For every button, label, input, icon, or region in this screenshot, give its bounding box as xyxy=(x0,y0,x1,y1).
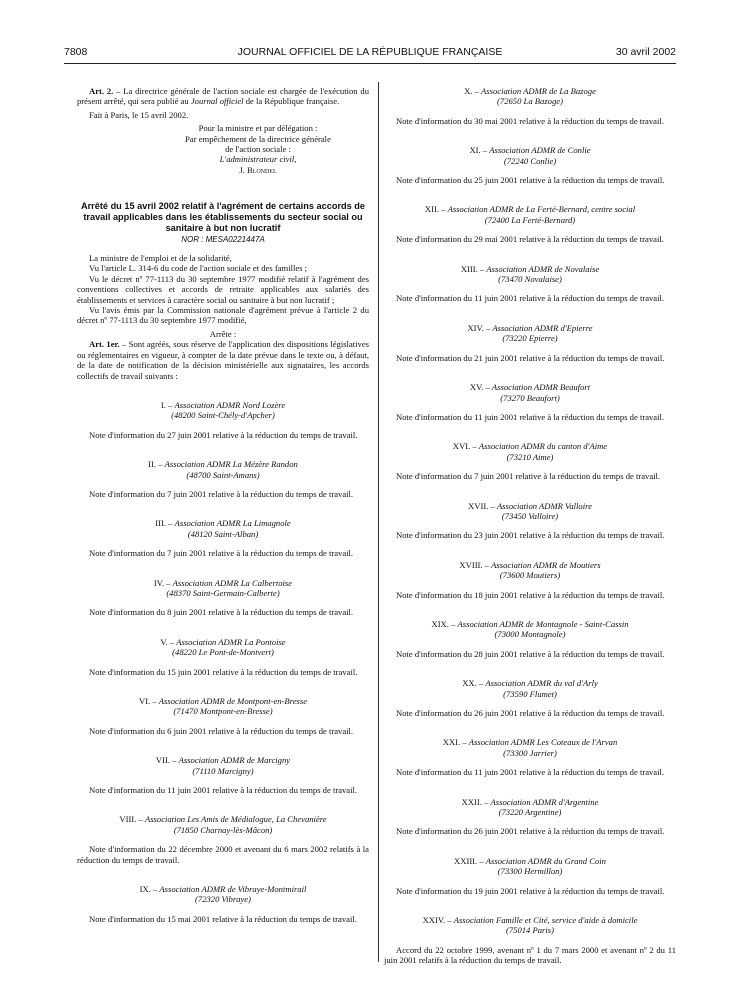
list-item xyxy=(384,441,676,481)
item-note: Note d'information du 29 mai 2001 relative à la réduction du temps de travail. xyxy=(396,234,664,245)
item-address: (71470 Montpont-en-Bresse) xyxy=(173,706,273,717)
item-note: Note d'information du 11 juin 2001 relative à la réduction du temps de travail. xyxy=(396,767,665,778)
item-name: Association Les Amis de Médialogue, La Chevanière xyxy=(144,814,327,825)
item-note: Note d'information du 11 juin 2001 relative à la réduction du temps de travail. xyxy=(396,293,665,304)
item-number: X. – xyxy=(464,86,482,96)
item-address: (73220 Argentine) xyxy=(498,807,562,818)
item-number: XII. – xyxy=(424,204,448,215)
left-association-list xyxy=(77,400,369,924)
item-number: VI. – xyxy=(138,696,159,707)
item-name: Association ADMR Les Coteaux de l'Arvan xyxy=(468,737,618,748)
list-item xyxy=(384,560,676,600)
item-number: II. – xyxy=(148,459,165,470)
item-address: (73300 Jarrier) xyxy=(503,747,557,758)
item-name: Association ADMR La Limagnole xyxy=(174,518,291,529)
arrete-label: Arrête : xyxy=(209,328,237,339)
item-note: Note d'information du 25 juin 2001 relative à la réduction du temps de travail. xyxy=(396,175,665,186)
item-note: Note d'information du 23 juin 2001 relative à la réduction du temps de travail. xyxy=(396,530,665,541)
list-item xyxy=(384,264,676,304)
item-address: (48700 Saint-Amans) xyxy=(186,469,260,480)
item-number: XIII. – xyxy=(460,263,487,274)
item-name: Association ADMR de La Bazoge xyxy=(481,86,596,96)
issue-date: 30 avril 2002 xyxy=(615,46,676,58)
item-note: Note d'information du 27 juin 2001 relative à la réduction du temps de travail. xyxy=(89,429,358,440)
signature-line-4: L'administrateur civil, xyxy=(219,154,297,165)
list-item xyxy=(384,86,676,126)
item-note: Note d'information du 26 juin 2001 relative à la réduction du temps de travail. xyxy=(396,826,665,837)
item-name: Association ADMR La Calbertoise xyxy=(172,577,293,588)
item-name: Association ADMR de Conlie xyxy=(489,145,591,156)
list-item xyxy=(384,145,676,185)
signature-name: J. Blondel xyxy=(239,164,277,175)
item-note: Note d'information du 28 juin 2001 relative à la réduction du temps de travail. xyxy=(396,648,665,659)
arrete-title: Arrêté du 15 avril 2002 relatif à l'agrément de certains accords de travail applicables dans les établissements du secteur social ou sanitaire à but non lucratif xyxy=(80,201,366,233)
item-note: Note d'information du 26 juin 2001 relative à la réduction du temps de travail. xyxy=(396,708,665,718)
item-note: Note d'information du 21 juin 2001 relative à la réduction du temps de travail. xyxy=(396,352,665,363)
vu-2: Vu le décret nº 77-1113 du 30 septembre 1977 modifié relatif à l'agrément des conventions collectives et accords de retraite applicables aux salariés des établissements et services à caractère social ou sanitaire à but non lucratif ; xyxy=(77,273,369,305)
vu-1: Vu l'article L. 314-6 du code de l'action sociale et des familles ; xyxy=(89,263,308,274)
vu-3: Vu l'avis émis par la Commission nationale d'agrément prévue à l'article 2 du décret nº 77-1113 du 30 septembre 1977 modifié, xyxy=(77,305,369,326)
item-address: (72650 La Bazoge) xyxy=(497,96,563,107)
item-address: (72240 Conlie) xyxy=(503,155,557,166)
item-note: Note d'information du 15 mai 2001 relative à la réduction du temps de travail. xyxy=(89,913,357,924)
item-address: (48220 Le Pont-de-Montvert) xyxy=(172,647,274,658)
item-number: IV. – xyxy=(153,577,173,588)
item-number: IX. – xyxy=(139,884,160,895)
item-address: (71850 Charnay-lès-Mâcon) xyxy=(173,824,273,835)
list-item xyxy=(77,400,369,440)
item-number: XVIII. – xyxy=(459,559,492,570)
item-number: I. – xyxy=(160,399,175,410)
page-header xyxy=(64,46,676,60)
item-number: XX. – xyxy=(462,678,486,689)
item-note: Note d'information du 18 juin 2001 relative à la réduction du temps de travail. xyxy=(396,589,665,600)
item-name: Association ADMR du Grand Coin xyxy=(485,855,606,866)
list-item xyxy=(384,619,676,659)
item-number: XIV. – xyxy=(467,322,493,333)
item-note: Note d'information du 11 juin 2001 relative à la réduction du temps de travail. xyxy=(89,785,358,796)
item-name: Association ADMR de Marcigny xyxy=(178,755,291,766)
item-name: Association Famille et Cité, service d'aide à domicile xyxy=(453,915,638,926)
signature-line-1: Pour la ministre et par délégation : xyxy=(198,123,318,134)
item-number: XIX. – xyxy=(431,618,458,629)
item-number: XVII. – xyxy=(468,500,497,511)
item-name: Association ADMR d'Argentine xyxy=(490,796,599,807)
article-1-text: – Sont agréés, sous réserve de l'application des dispositions législatives ou réglementaires en vigueur, à compter de la date prévue dans le texte ou, à défaut, de la date de notification de la décision ministérielle aux signataires, les accords collectifs de travail suivants : xyxy=(77,339,369,381)
item-note: Note d'information du 8 juin 2001 relative à la réduction du temps de travail. xyxy=(89,607,354,618)
column-separator xyxy=(378,82,379,962)
item-address: (73600 Moutiers) xyxy=(499,570,561,581)
list-item xyxy=(77,884,369,924)
item-address: (73590 Flumet) xyxy=(503,688,557,699)
list-item xyxy=(77,578,369,618)
item-address: (48370 Saint-Germain-Calberte) xyxy=(166,587,280,598)
item-name: Association ADMR de Moutiers xyxy=(491,559,601,570)
item-address: (73000 Montagnole) xyxy=(494,629,566,640)
item-name: Association ADMR Beaufort xyxy=(491,382,591,393)
list-item xyxy=(77,637,369,677)
item-address: (73470 Novalaise) xyxy=(498,274,562,285)
list-item xyxy=(384,915,676,966)
item-number: V. – xyxy=(160,636,177,647)
journal-title: JOURNAL OFFICIEL DE LA RÉPUBLIQUE FRANÇAISE xyxy=(237,46,503,58)
item-address: (75014 Paris) xyxy=(506,925,554,936)
item-address: (72400 La Ferté-Bernard) xyxy=(484,214,576,225)
item-name: Association ADMR Valloire xyxy=(496,500,592,511)
item-note: Note d'information du 6 juin 2001 relative à la réduction du temps de travail. xyxy=(89,725,354,736)
item-address: (72320 Vibraye) xyxy=(195,894,251,905)
minister-line: La ministre de l'emploi et de la solidarité, xyxy=(89,253,232,264)
item-note: Note d'information du 15 juin 2001 relative à la réduction du temps de travail. xyxy=(89,666,358,677)
item-address: (48200 Saint-Chély-d'Apcher) xyxy=(171,410,275,421)
item-note: Note d'information du 22 décembre 2000 et avenant du 6 mars 2002 relatifs à la réduction du temps de travail. xyxy=(77,844,369,865)
item-address: (73210 Aime) xyxy=(506,451,554,462)
list-item xyxy=(384,737,676,777)
item-name: Association ADMR de Montpont-en-Bresse xyxy=(158,696,308,707)
list-item xyxy=(384,323,676,363)
article-2-text-a: – La directrice générale de l'action sociale est chargée de l'exécution du présent arrêté, qui sera publié au xyxy=(77,86,369,107)
item-name: Association ADMR La Pontoise xyxy=(176,636,286,647)
left-column xyxy=(77,86,369,924)
journal-officiel-ref: Journal officiel xyxy=(190,96,244,107)
item-number: XXIV. – xyxy=(422,915,454,926)
article-1 xyxy=(77,339,369,381)
right-column xyxy=(384,86,676,966)
item-name: Association ADMR La Mézère Randon xyxy=(164,459,298,470)
page-number: 7808 xyxy=(64,46,88,58)
list-item xyxy=(384,501,676,541)
list-item xyxy=(77,755,369,795)
article-2-text-b: de la République française. xyxy=(243,96,340,107)
item-number: XXII. – xyxy=(461,796,491,807)
item-name: Association ADMR de Vibraye-Montmirail xyxy=(159,884,307,895)
item-number: XXIII. – xyxy=(454,855,486,866)
signature-block xyxy=(147,123,369,175)
article-1-label: Art. 1er. xyxy=(89,339,120,350)
item-name: Association ADMR de Novalaise xyxy=(486,263,600,274)
item-name: Association ADMR du canton d'Aime xyxy=(478,441,608,452)
list-item xyxy=(384,204,676,244)
list-item xyxy=(384,856,676,896)
item-number: VIII. – xyxy=(119,814,145,825)
fait-a-paris: Fait à Paris, le 15 avril 2002. xyxy=(89,109,189,120)
item-note: Note d'information du 19 juin 2001 relative à la réduction du temps de travail. xyxy=(396,885,665,896)
item-note: Note d'information du 11 juin 2001 relative à la réduction du temps de travail. xyxy=(396,411,665,422)
item-number: III. – xyxy=(155,518,175,529)
item-address: (71110 Marcigny) xyxy=(192,765,254,776)
list-item xyxy=(77,518,369,558)
signature-line-3: de l'action sociale : xyxy=(225,144,291,155)
item-name: Association ADMR de La Ferté-Bernard, centre social xyxy=(447,204,636,215)
signature-line-2: Par empêchement de la directrice générale xyxy=(185,133,331,144)
item-note: Note d'information du 7 juin 2001 relative à la réduction du temps de travail. xyxy=(89,548,354,559)
item-name: Association ADMR Nord Lozère xyxy=(174,399,286,410)
list-item xyxy=(77,814,369,865)
item-number: VII. – xyxy=(155,755,179,766)
list-item xyxy=(384,678,676,718)
item-address: (73450 Valloire) xyxy=(501,510,559,521)
list-item xyxy=(384,797,676,837)
list-item xyxy=(384,382,676,422)
item-note: Note d'information du 30 mai 2001 relative à la réduction du temps de travail. xyxy=(396,115,664,126)
item-address: (73220 Epierre) xyxy=(502,333,558,344)
item-note: Note d'information du 7 juin 2001 relative à la réduction du temps de travail. xyxy=(89,488,354,499)
item-name: Association ADMR de Montagnole - Saint-Cassin xyxy=(457,618,629,629)
article-2 xyxy=(77,86,369,107)
item-address: (73270 Beaufort) xyxy=(500,392,560,403)
list-item xyxy=(77,696,369,736)
list-item xyxy=(77,459,369,499)
item-note: Accord du 22 octobre 1999, avenant nº 1 du 7 mars 2000 et avenant nº 2 du 11 juin 2001 relatifs à la réduction du temps de travail. xyxy=(384,944,676,966)
nor-reference: NOR : MESA0221447A xyxy=(181,234,265,244)
item-number: XVI. – xyxy=(452,441,479,452)
article-2-label: Art. 2. xyxy=(89,86,114,96)
item-number: XXI. – xyxy=(442,737,469,748)
item-address: (48120 Saint-Alban) xyxy=(187,528,259,539)
item-number: XI. – xyxy=(469,145,490,156)
item-address: (73300 Hermillon) xyxy=(497,866,563,877)
item-note: Note d'information du 7 juin 2001 relative à la réduction du temps de travail. xyxy=(396,471,661,482)
item-name: Association ADMR d'Epierre xyxy=(492,322,593,333)
header-rule xyxy=(64,63,676,64)
item-number: XV. – xyxy=(469,382,492,393)
item-name: Association ADMR du val d'Arly xyxy=(485,678,598,689)
